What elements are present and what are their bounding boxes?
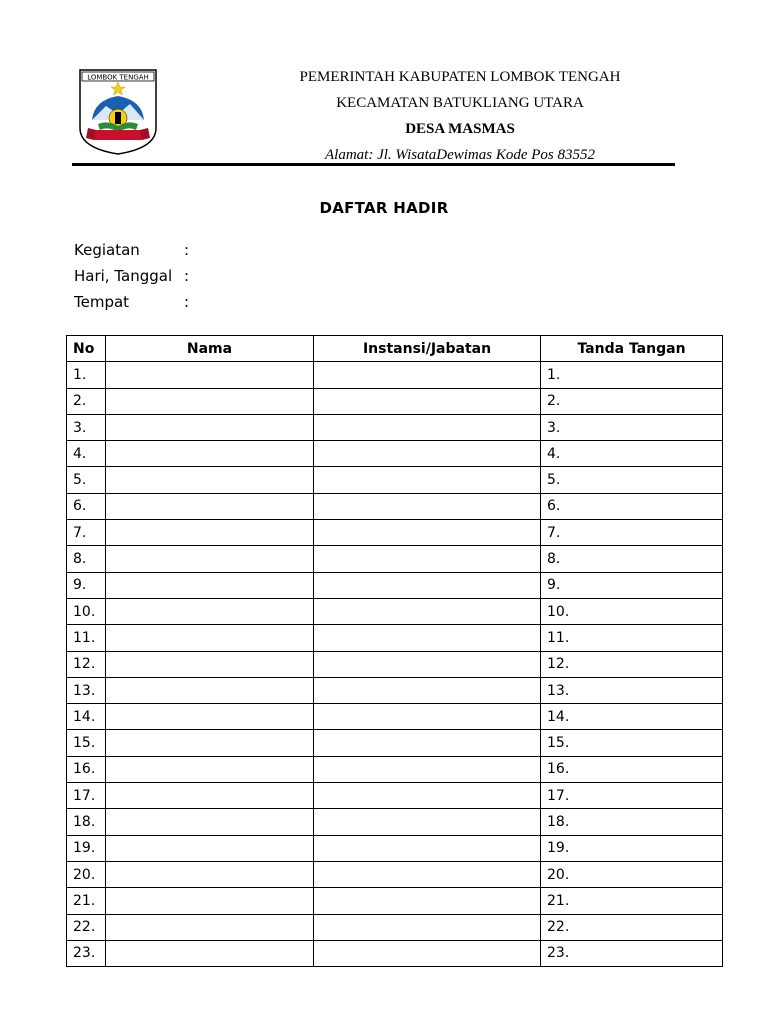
signature-cell[interactable]: 11. xyxy=(541,625,723,651)
signature-cell[interactable]: 21. xyxy=(541,888,723,914)
name-cell[interactable] xyxy=(106,861,314,887)
row-number: 7. xyxy=(67,520,106,546)
institution-cell[interactable] xyxy=(314,677,541,703)
row-number: 14. xyxy=(67,704,106,730)
row-number: 5. xyxy=(67,467,106,493)
meta-row xyxy=(74,289,189,315)
institution-cell[interactable] xyxy=(314,467,541,493)
table-row xyxy=(67,888,723,914)
row-number: 19. xyxy=(67,835,106,861)
table-row xyxy=(67,914,723,940)
institution-cell[interactable] xyxy=(314,861,541,887)
letterhead-divider xyxy=(72,163,675,166)
row-number: 22. xyxy=(67,914,106,940)
table-row xyxy=(67,704,723,730)
signature-cell[interactable]: 10. xyxy=(541,598,723,624)
row-number: 10. xyxy=(67,598,106,624)
name-cell[interactable] xyxy=(106,362,314,388)
table-row xyxy=(67,783,723,809)
table-row xyxy=(67,362,723,388)
row-number: 23. xyxy=(67,940,106,966)
institution-cell[interactable] xyxy=(314,756,541,782)
table-row xyxy=(67,756,723,782)
village-line: DESA MASMAS xyxy=(405,121,515,137)
meta-colon: : xyxy=(184,267,190,285)
table-body xyxy=(67,362,723,967)
institution-cell[interactable] xyxy=(314,625,541,651)
signature-cell[interactable]: 14. xyxy=(541,704,723,730)
meta-label: Tempat xyxy=(74,293,130,311)
institution-cell[interactable] xyxy=(314,704,541,730)
row-number: 11. xyxy=(67,625,106,651)
address-line: Alamat: Jl. WisataDewimas Kode Pos 83552 xyxy=(325,147,595,163)
row-number: 3. xyxy=(67,414,106,440)
meta-fields xyxy=(74,237,189,315)
institution-cell[interactable] xyxy=(314,493,541,519)
name-cell[interactable] xyxy=(106,783,314,809)
table-row xyxy=(67,493,723,519)
regency-logo xyxy=(78,68,158,156)
name-cell[interactable] xyxy=(106,441,314,467)
row-number: 20. xyxy=(67,861,106,887)
table-row xyxy=(67,572,723,598)
header-tanda-tangan: Tanda Tangan xyxy=(541,336,723,362)
institution-cell[interactable] xyxy=(314,441,541,467)
institution-cell[interactable] xyxy=(314,546,541,572)
signature-cell[interactable]: 15. xyxy=(541,730,723,756)
attendance-table xyxy=(66,335,723,967)
name-cell[interactable] xyxy=(106,546,314,572)
signature-cell[interactable]: 13. xyxy=(541,677,723,703)
signature-cell[interactable]: 1. xyxy=(541,362,723,388)
name-cell[interactable] xyxy=(106,835,314,861)
meta-colon: : xyxy=(184,293,190,311)
meta-label: Hari, Tanggal xyxy=(74,267,173,285)
name-cell[interactable] xyxy=(106,730,314,756)
row-number: 8. xyxy=(67,546,106,572)
district-line: KECAMATAN BATUKLIANG UTARA xyxy=(336,95,584,111)
name-cell[interactable] xyxy=(106,940,314,966)
name-cell[interactable] xyxy=(106,704,314,730)
signature-cell[interactable]: 23. xyxy=(541,940,723,966)
table-row xyxy=(67,546,723,572)
institution-cell[interactable] xyxy=(314,598,541,624)
table-row xyxy=(67,414,723,440)
signature-cell[interactable]: 5. xyxy=(541,467,723,493)
signature-cell[interactable]: 7. xyxy=(541,520,723,546)
name-cell[interactable] xyxy=(106,520,314,546)
row-number: 9. xyxy=(67,572,106,598)
signature-cell[interactable]: 6. xyxy=(541,493,723,519)
name-cell[interactable] xyxy=(106,914,314,940)
institution-cell[interactable] xyxy=(314,388,541,414)
institution-cell[interactable] xyxy=(314,651,541,677)
table-header-row xyxy=(67,336,723,362)
row-number: 13. xyxy=(67,677,106,703)
name-cell[interactable] xyxy=(106,388,314,414)
name-cell[interactable] xyxy=(106,756,314,782)
name-cell[interactable] xyxy=(106,467,314,493)
row-number: 4. xyxy=(67,441,106,467)
signature-cell[interactable]: 9. xyxy=(541,572,723,598)
svg-text:LOMBOK TENGAH: LOMBOK TENGAH xyxy=(87,73,149,82)
institution-cell[interactable] xyxy=(314,783,541,809)
table-row xyxy=(67,651,723,677)
letterhead xyxy=(250,64,670,168)
document-title: DAFTAR HADIR xyxy=(319,199,449,217)
table-row xyxy=(67,940,723,966)
signature-cell[interactable]: 12. xyxy=(541,651,723,677)
row-number: 2. xyxy=(67,388,106,414)
table-row xyxy=(67,441,723,467)
institution-cell[interactable] xyxy=(314,835,541,861)
name-cell[interactable] xyxy=(106,598,314,624)
institution-cell[interactable] xyxy=(314,940,541,966)
institution-cell[interactable] xyxy=(314,809,541,835)
name-cell[interactable] xyxy=(106,677,314,703)
name-cell[interactable] xyxy=(106,414,314,440)
table-row xyxy=(67,677,723,703)
signature-cell[interactable]: 17. xyxy=(541,783,723,809)
institution-cell[interactable] xyxy=(314,414,541,440)
institution-cell[interactable] xyxy=(314,730,541,756)
row-number: 15. xyxy=(67,730,106,756)
signature-cell[interactable]: 2. xyxy=(541,388,723,414)
meta-colon: : xyxy=(184,241,190,259)
table-row xyxy=(67,598,723,624)
header-no: No xyxy=(67,336,106,362)
table-row xyxy=(67,809,723,835)
table-row xyxy=(67,835,723,861)
signature-cell[interactable]: 19. xyxy=(541,835,723,861)
meta-label: Kegiatan xyxy=(74,241,140,259)
table-row xyxy=(67,467,723,493)
row-number: 1. xyxy=(67,362,106,388)
table-row xyxy=(67,520,723,546)
signature-cell[interactable]: 4. xyxy=(541,441,723,467)
row-number: 17. xyxy=(67,783,106,809)
row-number: 12. xyxy=(67,651,106,677)
signature-cell[interactable]: 22. xyxy=(541,914,723,940)
table-row xyxy=(67,730,723,756)
row-number: 21. xyxy=(67,888,106,914)
name-cell[interactable] xyxy=(106,651,314,677)
name-cell[interactable] xyxy=(106,625,314,651)
government-line: PEMERINTAH KABUPATEN LOMBOK TENGAH xyxy=(299,69,621,85)
table-row xyxy=(67,861,723,887)
institution-cell[interactable] xyxy=(314,888,541,914)
name-cell[interactable] xyxy=(106,493,314,519)
meta-row xyxy=(74,263,189,289)
signature-cell[interactable]: 3. xyxy=(541,414,723,440)
signature-cell[interactable]: 16. xyxy=(541,756,723,782)
row-number: 6. xyxy=(67,493,106,519)
name-cell[interactable] xyxy=(106,572,314,598)
header-nama: Nama xyxy=(106,336,314,362)
header-instansi: Instansi/Jabatan xyxy=(314,336,541,362)
signature-cell[interactable]: 8. xyxy=(541,546,723,572)
signature-cell[interactable]: 20. xyxy=(541,861,723,887)
institution-cell[interactable] xyxy=(314,572,541,598)
table-row xyxy=(67,625,723,651)
name-cell[interactable] xyxy=(106,888,314,914)
institution-cell[interactable] xyxy=(314,362,541,388)
row-number: 16. xyxy=(67,756,106,782)
name-cell[interactable] xyxy=(106,809,314,835)
meta-row xyxy=(74,237,189,263)
institution-cell[interactable] xyxy=(314,914,541,940)
row-number: 18. xyxy=(67,809,106,835)
institution-cell[interactable] xyxy=(314,520,541,546)
signature-cell[interactable]: 18. xyxy=(541,809,723,835)
table-row xyxy=(67,388,723,414)
